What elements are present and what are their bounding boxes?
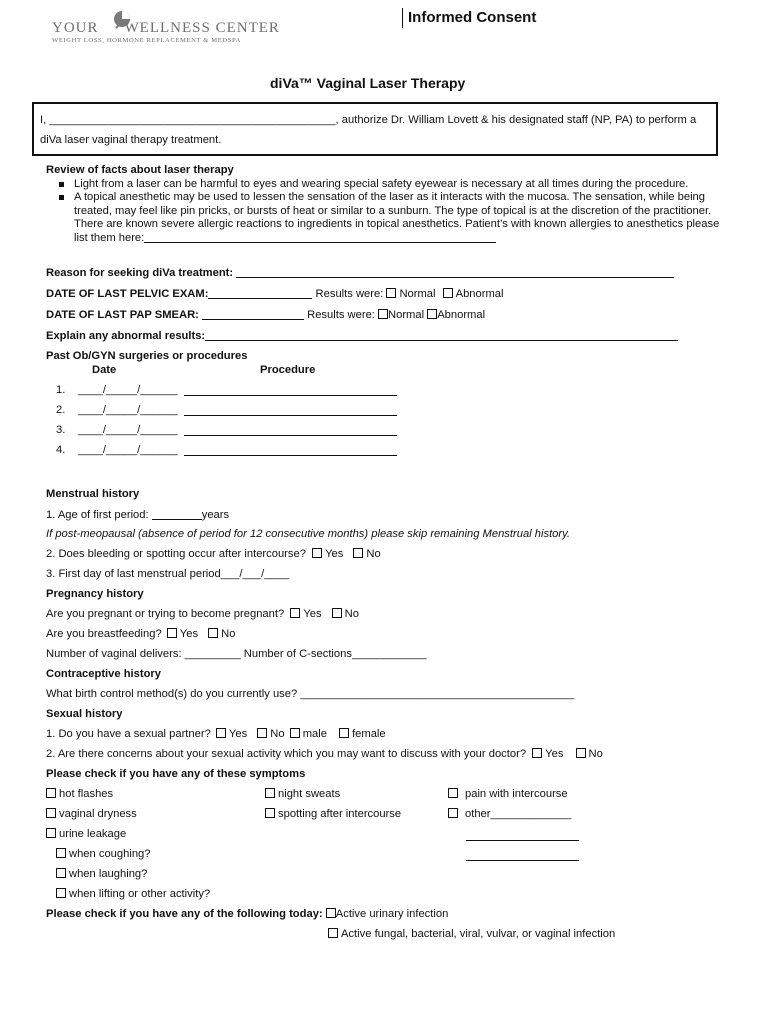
surgery-row-number: 2. [56, 404, 66, 416]
consent-line-1 [40, 114, 696, 126]
allergies-input[interactable] [144, 231, 496, 243]
lifting-label: when lifting or other activity? [69, 888, 211, 900]
pregnant-yes-label: Yes [303, 608, 322, 620]
uti-checkbox[interactable] [326, 908, 336, 918]
surgery-procedure-input[interactable] [184, 384, 397, 396]
reason-input[interactable] [236, 266, 674, 278]
coughing-label: when coughing? [69, 848, 151, 860]
laughing-label: when laughing? [69, 868, 148, 880]
pregnancy-q2 [46, 628, 235, 640]
today-row-2 [328, 928, 615, 940]
pelvic-label: DATE OF LAST PELVIC EXAM: [46, 288, 209, 300]
symptom-laughing [56, 868, 147, 880]
partner-male-label: male [302, 728, 327, 740]
explain-row [46, 329, 678, 342]
pregnancy-q1-label: Are you pregnant or trying to become pregnant? [46, 608, 285, 620]
consent-text: , authorize Dr. William Lovett & his designated staff (NP, PA) to perform a [335, 114, 697, 126]
pregnancy-q1 [46, 608, 359, 620]
laughing-checkbox[interactable] [56, 868, 66, 878]
symptom-vaginal-dryness [46, 808, 137, 820]
facts-heading: Review of facts about laser therapy [46, 164, 234, 176]
spotting-checkbox[interactable] [265, 808, 275, 818]
bleeding-yes-checkbox[interactable] [312, 548, 322, 558]
surgery-row-number: 1. [56, 384, 66, 396]
menstrual-q2 [46, 548, 381, 560]
surgery-procedure-input[interactable] [184, 424, 397, 436]
pelvic-results-label: Results were: [315, 288, 384, 300]
menstrual-q1-label: 1. Age of first period: [46, 509, 152, 521]
night-sweats-checkbox[interactable] [265, 788, 275, 798]
pelvic-abnormal-label: Abnormal [455, 288, 504, 300]
symptom-pain-intercourse [448, 788, 568, 800]
pap-date-input[interactable] [202, 308, 304, 320]
surgery-row-4 [56, 444, 178, 456]
surgery-procedure-input[interactable] [184, 404, 397, 416]
vaginal-dryness-label: vaginal dryness [59, 808, 137, 820]
pap-label: DATE OF LAST PAP SMEAR: [46, 309, 199, 321]
infection-label: Active fungal, bacterial, viral, vulvar, or vaginal infection [341, 928, 616, 940]
pregnant-yes-checkbox[interactable] [290, 608, 300, 618]
logo-wellness-center: WELLNESS CENTER [124, 20, 280, 36]
facts-list [46, 178, 736, 245]
surgery-date-input[interactable]: ____/_____/______ [78, 404, 178, 416]
surgery-date-input[interactable]: ____/_____/______ [78, 444, 178, 456]
surgery-row-number: 4. [56, 444, 66, 456]
pregnant-no-label: No [344, 608, 359, 620]
first-period-age-input[interactable] [152, 508, 202, 520]
pap-normal-checkbox[interactable] [378, 309, 388, 319]
pregnancy-q2-label: Are you breastfeeding? [46, 628, 162, 640]
explain-label: Explain any abnormal results: [46, 330, 206, 342]
surgeries-col-date: Date [92, 364, 117, 376]
pap-abnormal-label: Abnormal [437, 309, 486, 321]
form-title: Informed Consent [408, 9, 537, 26]
partner-no-checkbox[interactable] [257, 728, 267, 738]
urine-leakage-label: urine leakage [59, 828, 127, 840]
other-label[interactable]: other_____________ [465, 808, 572, 820]
sexual-q1 [46, 728, 386, 740]
consent-box [32, 102, 718, 156]
menstrual-q1-unit: years [201, 509, 230, 521]
breastfeeding-no-checkbox[interactable] [208, 628, 218, 638]
concerns-no-checkbox[interactable] [576, 748, 586, 758]
today-heading: Please check if you have any of the following today: [46, 908, 323, 920]
symptom-urine-leakage [46, 828, 126, 840]
coughing-checkbox[interactable] [56, 848, 66, 858]
breastfeeding-yes-checkbox[interactable] [167, 628, 177, 638]
sexual-heading: Sexual history [46, 708, 123, 720]
contraceptive-q1[interactable]: What birth control method(s) do you currently use? ____________________________________________ [46, 688, 575, 700]
partner-yes-label: Yes [228, 728, 248, 740]
other-input-line-1[interactable] [466, 829, 579, 841]
menstrual-heading: Menstrual history [46, 488, 140, 500]
menstrual-note: If post-meopausal (absence of period for 12 consecutive months) please skip remaining Menstrual history. [46, 528, 571, 540]
symptom-lifting [56, 888, 210, 900]
symptom-hot-flashes [46, 788, 113, 800]
pelvic-normal-checkbox[interactable] [386, 288, 396, 298]
bleeding-yes-label: Yes [325, 548, 344, 560]
pain-intercourse-label: pain with intercourse [465, 788, 568, 800]
menstrual-q2-label: 2. Does bleeding or spotting occur after intercourse? [46, 548, 306, 560]
surgery-row-2 [56, 404, 178, 416]
concerns-yes-checkbox[interactable] [532, 748, 542, 758]
today-row-1 [46, 908, 448, 920]
partner-male-checkbox[interactable] [290, 728, 300, 738]
spotting-label: spotting after intercourse [278, 808, 402, 820]
breastfeeding-yes-label: Yes [179, 628, 199, 640]
contraceptive-heading: Contraceptive history [46, 668, 162, 680]
reason-label: Reason for seeking diVa treatment: [46, 267, 234, 279]
facts-bullet-2 [46, 191, 736, 245]
surgeries-col-procedure: Procedure [260, 364, 316, 376]
surgery-row-number: 3. [56, 424, 66, 436]
pap-normal-label: Normal [388, 309, 425, 321]
hot-flashes-label: hot flashes [59, 788, 114, 800]
symptom-other [448, 808, 571, 820]
night-sweats-label: night sweats [278, 788, 341, 800]
pelvic-date-input[interactable] [208, 287, 312, 299]
surgery-row-1 [56, 384, 178, 396]
logo [52, 10, 280, 44]
breastfeeding-no-label: No [221, 628, 236, 640]
bleeding-no-checkbox[interactable] [353, 548, 363, 558]
pelvic-normal-label: Normal [399, 288, 436, 300]
symptom-night-sweats [265, 788, 340, 800]
facts-bullet-1: Light from a laser can be harmful to eyes and wearing special safety eyewear is necessary at all times during the procedure. [46, 178, 736, 191]
other-checkbox[interactable] [448, 808, 458, 818]
surgery-procedure-input[interactable] [184, 444, 397, 456]
menstrual-q3[interactable]: 3. First day of last menstrual period___/___/____ [46, 568, 290, 580]
partner-no-label: No [270, 728, 285, 740]
logo-tagline: WEIGHT LOSS, HORMONE REPLACEMENT & MEDSPA [52, 37, 241, 44]
symptom-coughing [56, 848, 151, 860]
concerns-yes-label: Yes [545, 748, 564, 760]
other-input-line-2[interactable] [466, 849, 579, 861]
consent-name-blank[interactable]: ______________________________________________ [49, 114, 336, 126]
sexual-q2-label: 2. Are there concerns about your sexual activity which you may want to discuss with your doctor? [46, 748, 527, 760]
consent-prefix: I, [40, 114, 47, 126]
partner-female-checkbox[interactable] [339, 728, 349, 738]
sexual-q2 [46, 748, 603, 760]
page-title: diVa™ Vaginal Laser Therapy [270, 75, 466, 91]
consent-line-2: diVa laser vaginal therapy treatment. [40, 134, 222, 146]
surgery-row-3 [56, 424, 178, 436]
partner-yes-checkbox[interactable] [216, 728, 226, 738]
infection-checkbox[interactable] [328, 928, 338, 938]
urine-leakage-checkbox[interactable] [46, 828, 56, 838]
surgeries-heading: Past Ob/GYN surgeries or procedures [46, 350, 248, 362]
lifting-checkbox[interactable] [56, 888, 66, 898]
concerns-no-label: No [588, 748, 603, 760]
hot-flashes-checkbox[interactable] [46, 788, 56, 798]
symptoms-heading: Please check if you have any of these symptoms [46, 768, 306, 780]
menstrual-q1 [46, 508, 229, 521]
pregnancy-q3[interactable]: Number of vaginal delivers: _________ Number of C-sections____________ [46, 648, 427, 660]
partner-female-label: female [352, 728, 386, 740]
pap-abnormal-checkbox[interactable] [427, 309, 437, 319]
reason-row [46, 266, 674, 279]
pregnancy-heading: Pregnancy history [46, 588, 144, 600]
pap-results-label: Results were: [307, 309, 375, 321]
explain-input[interactable] [205, 329, 678, 341]
pain-intercourse-checkbox[interactable] [448, 788, 458, 798]
pelvic-row [46, 287, 504, 300]
pelvic-abnormal-checkbox[interactable] [443, 288, 453, 298]
vaginal-dryness-checkbox[interactable] [46, 808, 56, 818]
surgery-date-input[interactable]: ____/_____/______ [78, 384, 178, 396]
header-divider [402, 8, 403, 28]
sexual-q1-label: 1. Do you have a sexual partner? [46, 728, 211, 740]
pregnant-no-checkbox[interactable] [332, 608, 342, 618]
surgery-date-input[interactable]: ____/_____/______ [78, 424, 178, 436]
pap-row [46, 308, 485, 321]
symptom-spotting [265, 808, 401, 820]
bleeding-no-label: No [366, 548, 381, 560]
uti-label: Active urinary infection [335, 908, 449, 920]
logo-your: YOUR [52, 20, 99, 36]
facts-bullet-2-text: A topical anesthetic may be used to lessen the sensation of the laser as it interacts with the mucosa. The sensation, while being treated, may feel like pin pricks, or bursts of heat or similar to a sunburn. The type of topical is at the discretion of the practitioner. There are known severe allergic reactions to ingredients in topical anesthetics. Patient’s with known allergies to anesthetics please list them here: [74, 191, 720, 245]
